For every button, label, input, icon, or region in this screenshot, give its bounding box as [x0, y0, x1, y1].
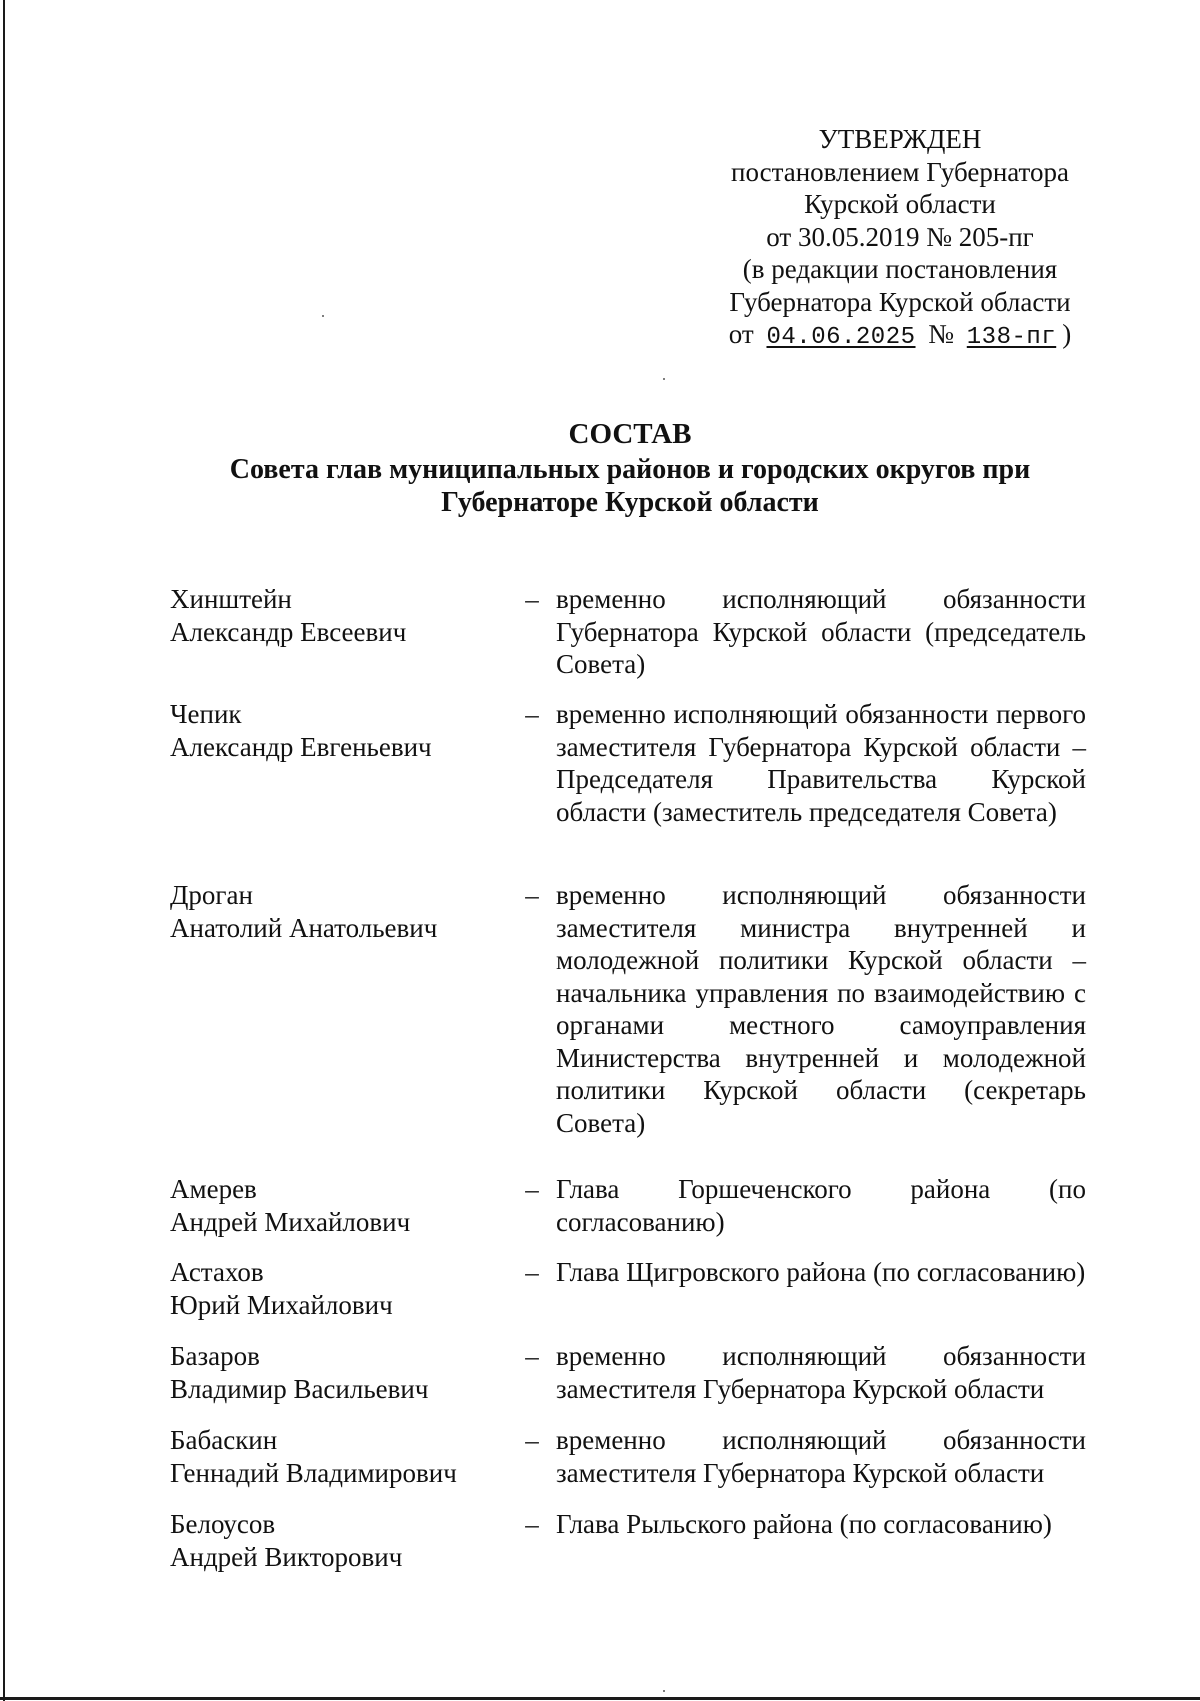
member-surname: Амерев	[170, 1174, 257, 1204]
member-surname: Дроган	[170, 880, 253, 910]
member-role: временно исполняющий обязанности заместителя Губернатора Курской области	[556, 1341, 1086, 1404]
amendment-number-sign: №	[928, 319, 955, 349]
approval-line: от 30.05.2019 № 205-пг	[766, 221, 1034, 252]
member-given-name: Александр Евсеевич	[170, 616, 407, 647]
title-subtitle-line: Совета глав муниципальных районов и городских округов при	[229, 454, 1031, 485]
member-surname: Бабаскин	[170, 1425, 278, 1455]
member-dash: –	[525, 1341, 539, 1371]
member-name	[170, 583, 510, 648]
member-dash: –	[525, 880, 539, 910]
member-role: Глава Щигровского района (по согласованию)	[556, 1257, 1086, 1287]
member-given-name: Андрей Михайлович	[170, 1206, 411, 1237]
member-surname: Астахов	[170, 1257, 264, 1287]
member-role: Глава Горшеченского района (по согласованию)	[556, 1174, 1086, 1237]
member-name	[170, 1508, 510, 1573]
approval-heading: УТВЕРЖДЕН	[818, 124, 982, 154]
member-given-name: Юрий Михайлович	[170, 1289, 393, 1320]
member-surname: Хинштейн	[170, 584, 292, 614]
member-dash: –	[525, 584, 539, 614]
member-name	[170, 1173, 510, 1238]
amendment-close: )	[1062, 319, 1072, 349]
member-dash: –	[525, 699, 539, 729]
amendment-date: 04.06.2025	[766, 324, 916, 351]
scan-border-left	[3, 0, 5, 1701]
amendment-number: 138-пг	[966, 324, 1057, 351]
scan-border-bottom	[0, 1697, 1200, 1700]
member-role: временно исполняющий обязанности первого заместителя Губернатора Курской области – Председателя Правительства Курской области (заместитель председателя Совета)	[556, 699, 1086, 827]
approval-line: Губернатора Курской области	[729, 286, 1071, 317]
approval-line: (в редакции постановления	[742, 254, 1058, 284]
member-given-name: Анатолий Анатольевич	[170, 912, 438, 943]
member-surname: Белоусов	[170, 1509, 276, 1539]
document-title	[150, 418, 1110, 519]
member-dash: –	[525, 1425, 539, 1455]
scan-speck	[322, 315, 324, 317]
scan-speck	[663, 378, 665, 380]
member-given-name: Геннадий Владимирович	[170, 1457, 457, 1488]
member-dash: –	[525, 1174, 539, 1204]
scan-speck	[663, 1690, 665, 1692]
member-role: Глава Рыльского района (по согласованию)	[556, 1509, 1052, 1539]
member-given-name: Андрей Викторович	[170, 1541, 403, 1572]
member-given-name: Владимир Васильевич	[170, 1373, 429, 1404]
member-dash: –	[525, 1257, 539, 1287]
title-main: СОСТАВ	[568, 418, 692, 450]
member-role: временно исполняющий обязанности Губернатора Курской области (председатель Совета)	[556, 584, 1086, 679]
member-given-name: Александр Евгеньевич	[170, 731, 432, 762]
member-name	[170, 879, 510, 944]
approval-line: Курской области	[804, 189, 996, 219]
amendment-prefix: от	[728, 319, 754, 349]
member-name	[170, 698, 510, 763]
member-role: временно исполняющий обязанности заместителя Губернатора Курской области	[556, 1425, 1086, 1488]
approval-line: постановлением Губернатора	[731, 156, 1069, 187]
title-subtitle-line: Губернаторе Курской области	[441, 487, 819, 518]
member-surname: Чепик	[170, 699, 242, 729]
member-dash: –	[525, 1509, 539, 1539]
member-name	[170, 1256, 510, 1321]
member-role: временно исполняющий обязанности заместителя министра внутренней и молодежной политики Курской области – начальника управления по взаимодействию с органами местного самоуправления Министерства внутренней и молодежной политики Курской области (секретарь Совета)	[556, 880, 1086, 1138]
amendment-line	[690, 318, 1110, 355]
member-surname: Базаров	[170, 1341, 260, 1371]
member-name	[170, 1340, 510, 1405]
approval-stamp-block	[690, 123, 1110, 355]
member-name	[170, 1424, 510, 1489]
